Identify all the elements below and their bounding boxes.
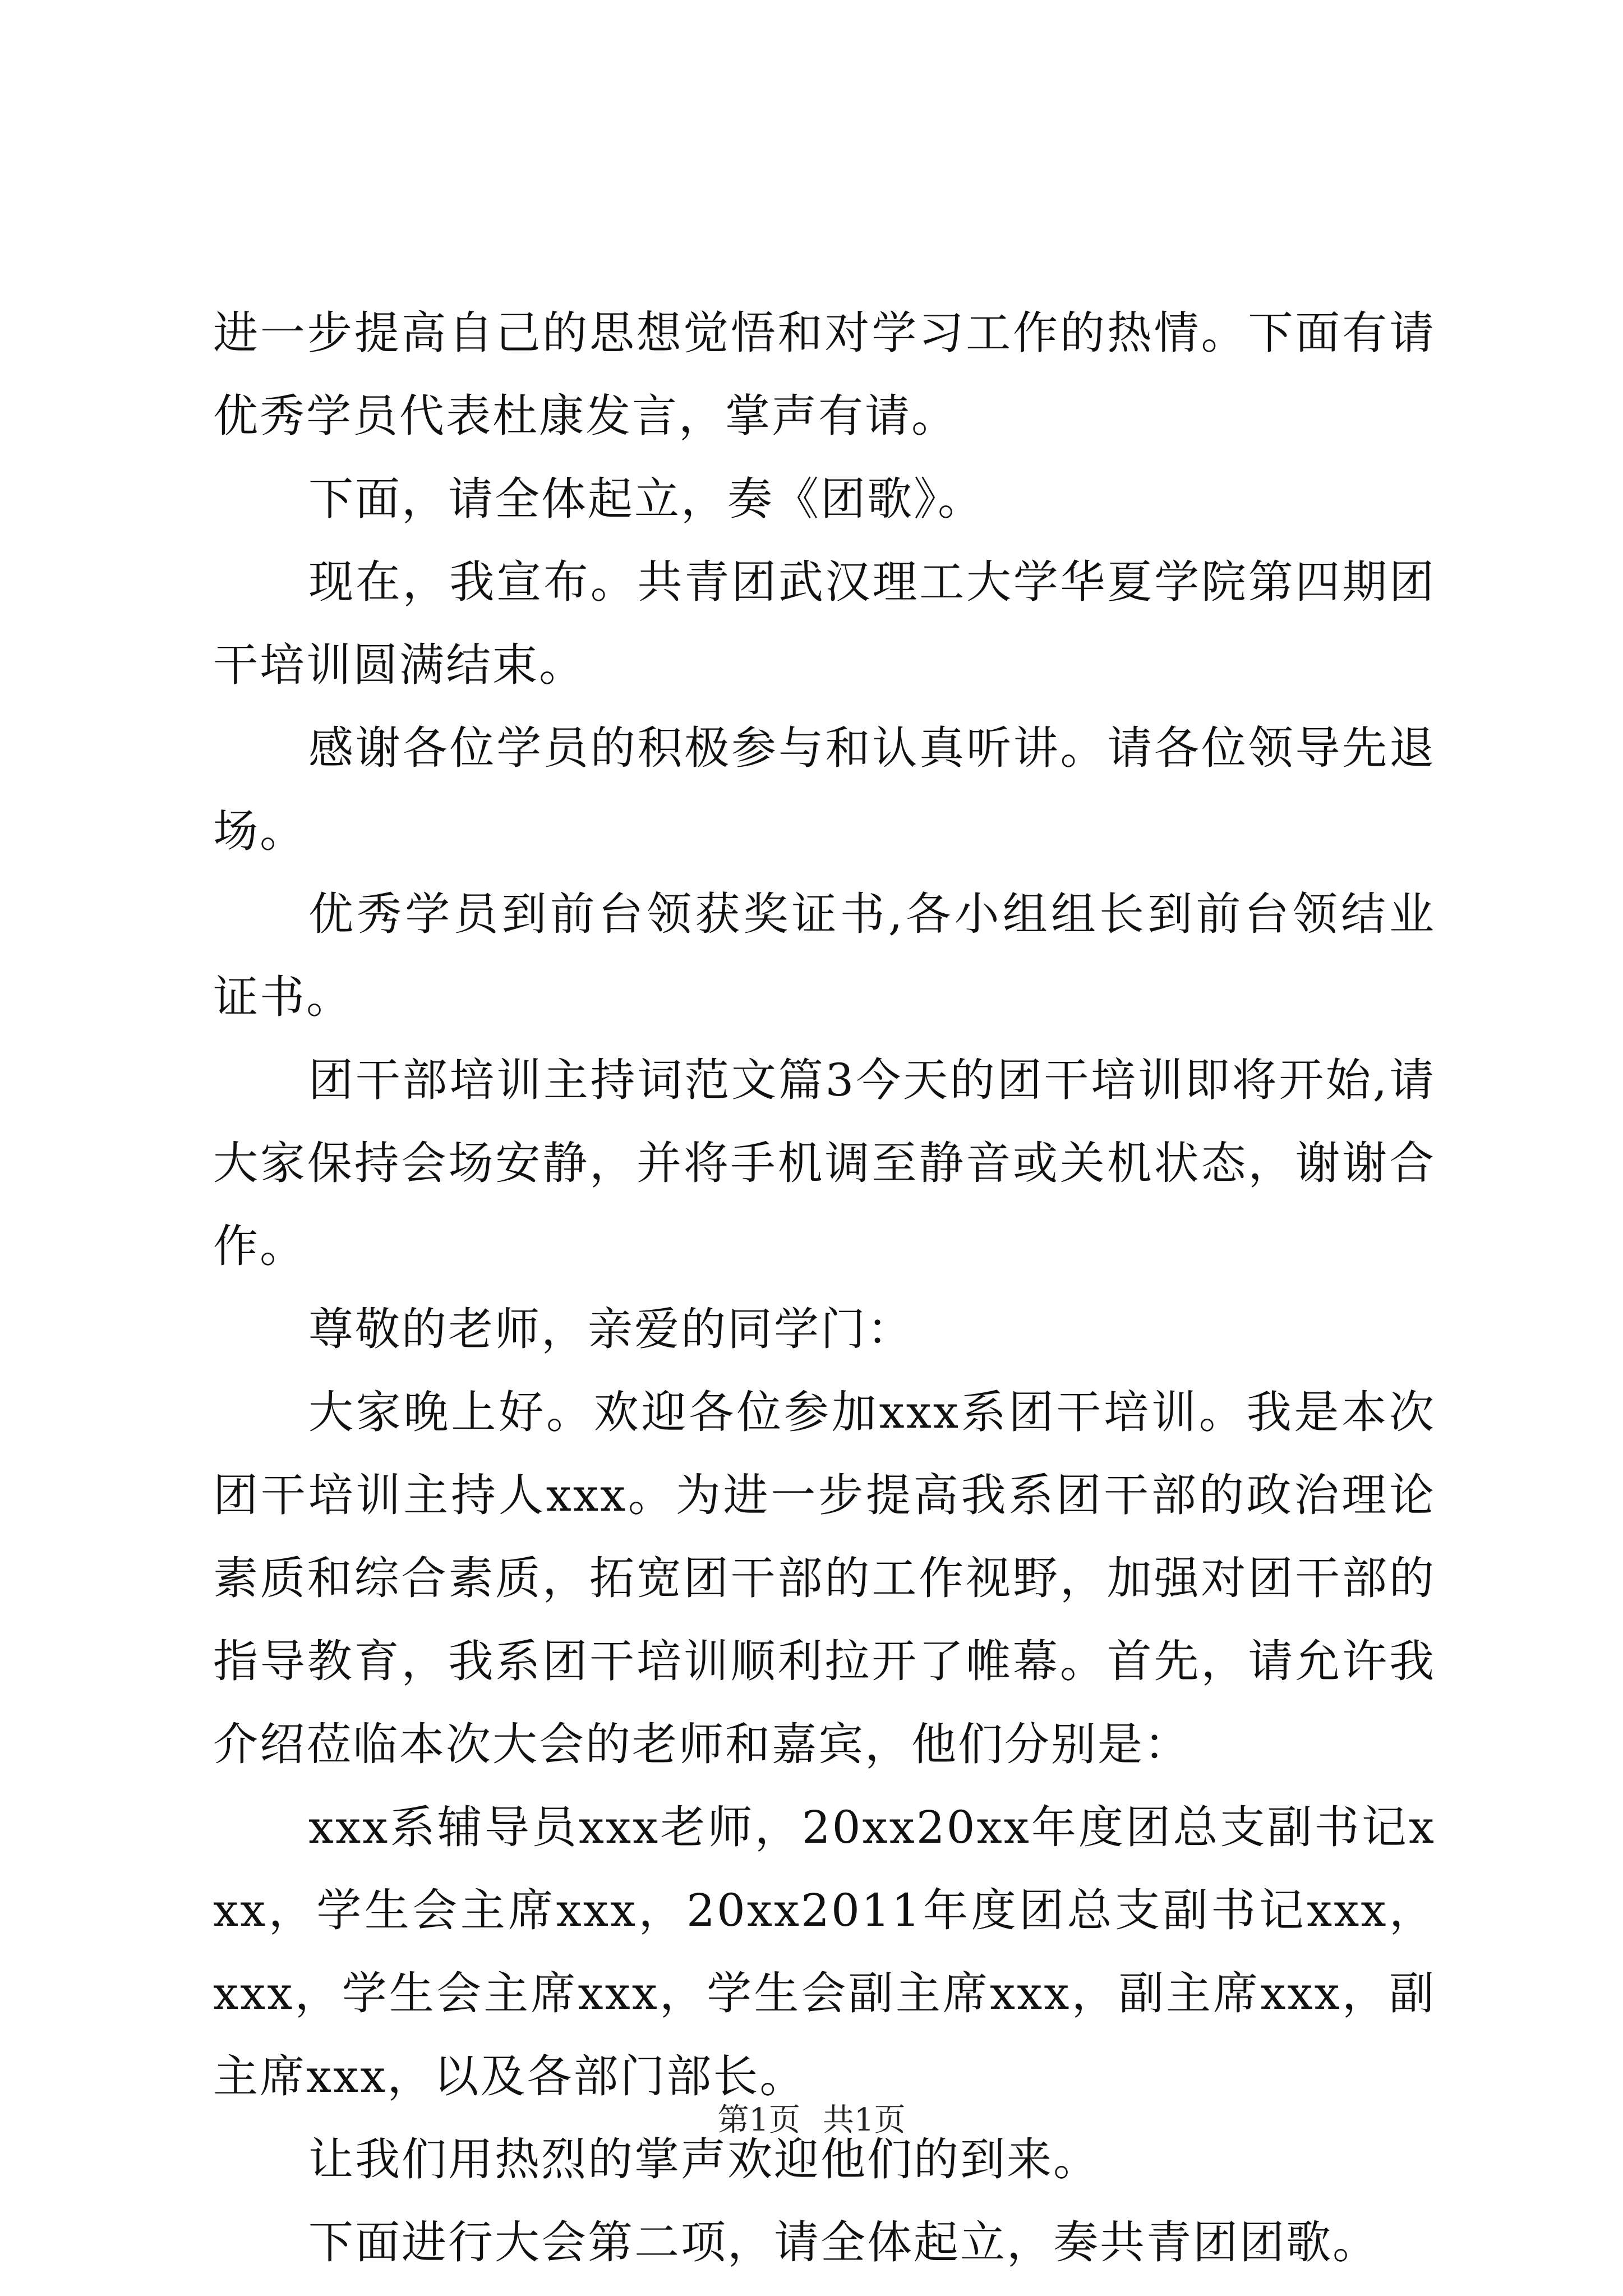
document-body [213,292,1436,2284]
paragraph-8: 大家晚上好。欢迎各位参加xxx系团干培训。我是本次团干培训主持人xxx。为进一步提高我系团干部的政治理论素质和综合素质，拓宽团干部的工作视野，加强对团干部的指导教育，我系团干培训顺利拉开了帷幕。首先，请允许我介绍莅临本次大会的老师和嘉宾，他们分别是： [213,1386,1436,1770]
paragraph-4: 感谢各位学员的积极参与和认真听讲。请各位领导先退场。 [213,722,1436,857]
paragraph-3: 现在，我宣布。共青团武汉理工大学华夏学院第四期团干培训圆满结束。 [213,556,1436,691]
paragraph-5: 优秀学员到前台领获奖证书,各小组组长到前台领结业证书。 [213,888,1436,1023]
paragraph-9: xxx系辅导员xxx老师，20xx20xx年度团总支副书记xxx，学生会主席xxx，20xx2011年度团总支副书记xxx，xxx，学生会主席xxx，学生会副主席xxx，副主席xxx，副主席xxx，以及各部门部长。 [213,1801,1436,2102]
page-number: 第1页 [717,2102,800,2138]
paragraph-1: 进一步提高自己的思想觉悟和对学习工作的热情。下面有请优秀学员代表杜康发言，掌声有请。 [213,307,1436,442]
paragraph-6: 团干部培训主持词范文篇3今天的团干培训即将开始,请大家保持会场安静，并将手机调至静音或关机状态，谢谢合作。 [213,1054,1436,1272]
page-footer [0,2098,1623,2143]
paragraph-7: 尊敬的老师，亲爱的同学门： [308,1303,914,1355]
page-total: 共1页 [823,2102,906,2138]
paragraph-11: 下面进行大会第二项，请全体起立，奏共青团团歌。 [308,2216,1379,2269]
paragraph-10: 让我们用热烈的掌声欢迎他们的到来。 [308,2133,1100,2185]
paragraph-2: 下面，请全体起立，奏《团歌》。 [308,473,984,525]
